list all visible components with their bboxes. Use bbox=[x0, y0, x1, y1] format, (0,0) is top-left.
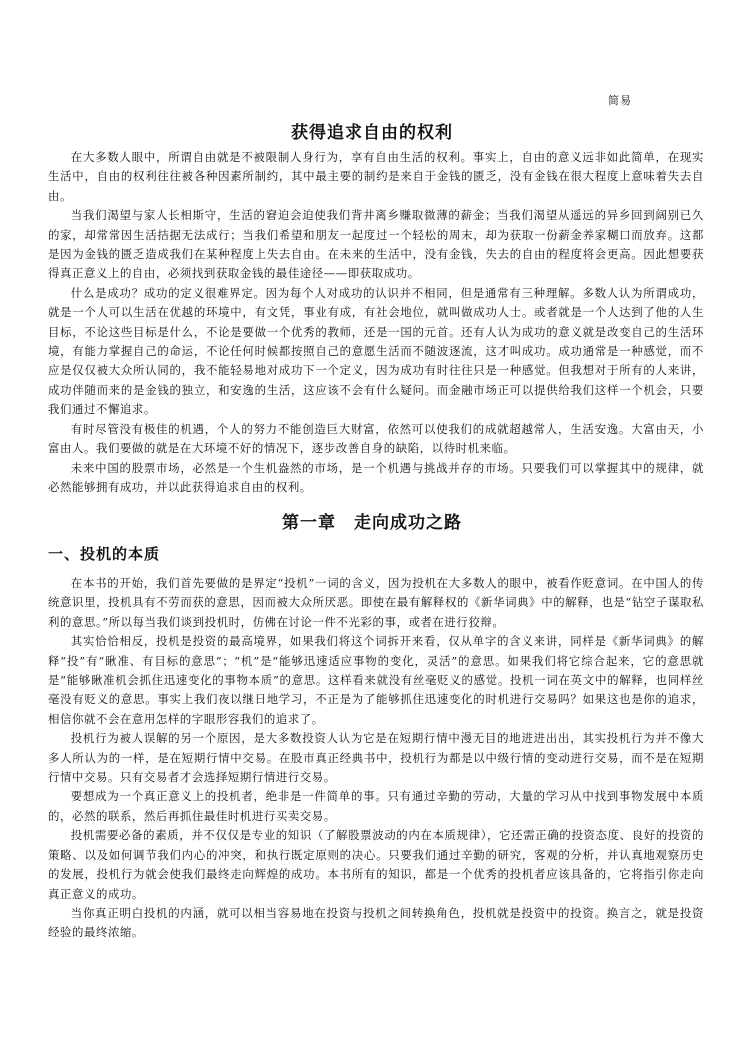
chapter-paragraph: 当你真正明白投机的内涵，就可以相当容易地在投资与投机之间转换角色，投机就是投资中的投资。换言之，就是投资经验的最终浓缩。 bbox=[48, 905, 704, 940]
chapter-paragraph: 投机需要必备的素质，并不仅仅是专业的知识（了解股票波动的内在本质规律），它还需正确的投资态度、良好的投资的策略、以及如何调节我们内心的冲突，和执行既定原则的决心。只要我们通过辛勤的研究，客观的分析，并认真地观察历史的发展，投机行为就会使我们最终走向辉煌的成功。本书所有的知识，都是一个优秀的投机者应该具备的，它将指引你走向真正意义的成功。 bbox=[48, 828, 704, 901]
intro-title: 获得追求自由的权利 bbox=[291, 123, 453, 143]
intro-paragraph: 什么是成功？成功的定义很难界定。因为每个人对成功的认识并不相同，但是通常有三种理解。多数人认为所谓成功，就是一个人可以生活在优越的环境中，有文凭，事业有成，有社会地位，就叫做成功人士。或者就是一个人达到了他的人生目标，不论这些目标是什么，不论是要做一个优秀的教师，还是一国的元首。还有人认为成功的意义就是改变自己的生活环境，有能力掌握自己的命运，不论任何时候都按照自己的意愿生活而不随波逐流，这才叫成功。成功通常是一种感觉，而不应是仅仅被大众所认同的，我不能轻易地对成功下一个定义，因为成功有时往往只是一种感觉。但我想对于所有的人来讲，成功伴随而来的是金钱的独立，和安逸的生活，这应该不会有什么疑问。而金融市场正可以提供给我们这样一个机会，只要我们通过不懈追求。 bbox=[48, 285, 704, 417]
chapter-body bbox=[48, 574, 704, 943]
intro-body bbox=[48, 148, 704, 497]
section-title: 一、投机的本质 bbox=[48, 545, 161, 563]
intro-paragraph: 在大多数人眼中，所谓自由就是不被限制人身行为，享有自由生活的权利。事实上，自由的意义远非如此简单，在现实生活中，自由的权利往往被各种因素所制约，其中最主要的制约是来自于金钱的匮乏，没有金钱在很大程度上意味着失去自由。 bbox=[48, 150, 704, 203]
chapter-paragraph: 在本书的开始，我们首先要做的是界定“投机”一词的含义，因为投机在大多数人的眼中，被看作贬意词。在中国人的传统意识里，投机具有不劳而获的意思，因而被大众所厌恶。即使在最有解释权的《新华词典》中的解释，也是“钻空子谋取私利的意思。”所以每当我们谈到投机时，仿佛在讨论一件不光彩的事，或者在进行狡辩。 bbox=[48, 576, 704, 629]
intro-paragraph: 当我们渴望与家人长相斯守，生活的窘迫会迫使我们背井离乡赚取微薄的薪金；当我们渴望从遥远的异乡回到阔别已久的家，却常常因生活拮据无法成行；当我们希望和朋友一起度过一个轻松的周末，却为获取一份薪金养家糊口而放弃。这都是因为金钱的匮乏造成我们在某种程度上失去自由。在未来的生活中，没有金钱，失去的自由的程度将会更高。因此想要获得真正意义上的自由，必须找到获取金钱的最佳途径——即获取成功。 bbox=[48, 208, 704, 281]
intro-paragraph: 有时尽管没有极佳的机遇，个人的努力不能创造巨大财富，依然可以使我们的成就超越常人，生活安逸。大富由天，小富由人。我们要做的就是在大环境不好的情况下，逐步改善自身的缺陷，以待时机来临。 bbox=[48, 421, 704, 456]
chapter-paragraph: 其实恰恰相反，投机是投资的最高境界，如果我们将这个词拆开来看，仅从单字的含义来讲，同样是《新华词典》的解释“投”有“瞅准、有目标的意思”；“机”是“能够迅速适应事物的变化，灵活”的意思。如果我们将它综合起来，它的意思就是“能够瞅准机会抓住迅速变化的事物本质”的意思。这样看来就没有丝毫贬义的感觉。投机一词在英文中的解释，也同样丝毫没有贬义的意思。事实上我们夜以继日地学习，不正是为了能够抓住迅速变化的时机进行交易吗？如果这也是你的追求，相信你就不会在意用怎样的字眼形容我们的追求了。 bbox=[48, 634, 704, 726]
intro-paragraph: 未来中国的股票市场，必然是一个生机盎然的市场，是一个机遇与挑战并存的市场。只要我们可以掌握其中的规律，就必然能够拥有成功，并以此获得追求自由的权利。 bbox=[48, 460, 704, 494]
chapter-paragraph: 投机行为被人误解的另一个原因，是大多数投资人认为它是在短期行情中漫无目的地进进出出，其实投机行为并不像大多人所认为的一样，是在短期行情中交易。在股市真正经典书中，投机行为都是以中级行情的变动进行交易，而不是在短期行情中交易。只有交易者才会选择短期行情进行交易。 bbox=[48, 731, 704, 785]
chapter-paragraph: 要想成为一个真正意义上的投机者，绝非是一件简单的事。只有通过辛勤的劳动，大量的学习从中找到事物发展中本质的，必然的联系，然后再抓住最佳时机进行买卖交易。 bbox=[48, 789, 704, 823]
header-tag: 简易 bbox=[608, 94, 632, 107]
chapter-title: 第一章 走向成功之路 bbox=[282, 513, 462, 533]
